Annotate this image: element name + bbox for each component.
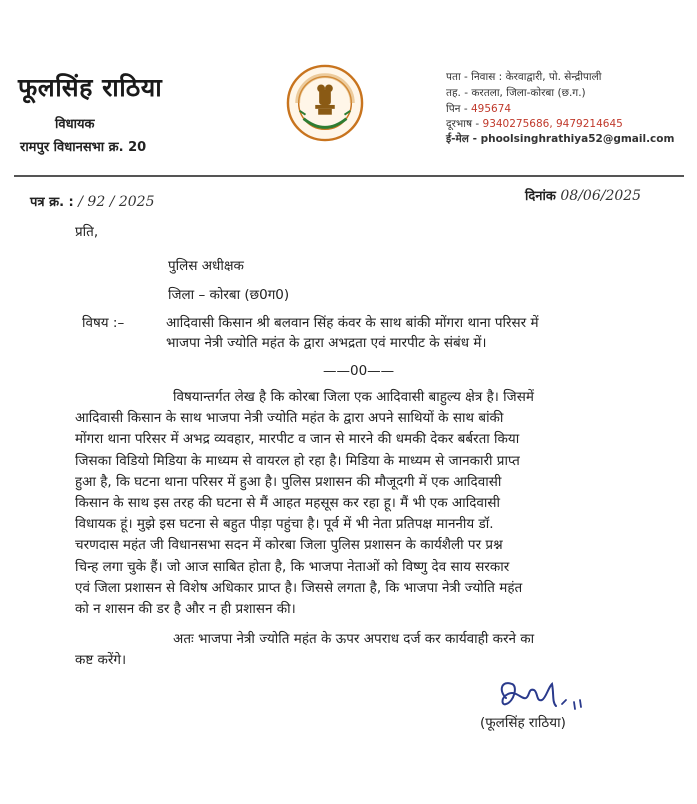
body-line: हुआ है, कि घटना थाना परिसर में हुआ है। पुलिस प्रशासन की मौजूदगी में एक आदिवासी	[75, 473, 502, 490]
mla-name: फूलसिंह राठिया	[18, 73, 163, 102]
address-email: ई-मेल - phoolsinghrathiya52@gmail.com	[446, 133, 675, 145]
body-line: विधायक हूं। मुझे इस घटना से बहुत पीड़ा पहुंचा है। पूर्व में भी नेता प्रतिपक्ष माननीय डॉ.	[75, 516, 494, 533]
body-line: किसान के साथ इस तरह की घटना से मैं आहत महसूस कर रहा हू। मैं भी एक आदिवासी	[75, 495, 501, 512]
separator: ——00——	[323, 363, 395, 379]
address-phone: दूरभाष - 9340275686, 9479214645	[446, 118, 623, 130]
subject-line-2: भाजपा नेत्री ज्योति महंत के द्वारा अभद्रता एवं मारपीट के संबंध में।	[166, 335, 487, 351]
body-line: चिन्ह लगा चुके हैं। जो आज साबित होता है, कि भाजपा नेताओं को विष्णु देव साय सरकार	[75, 558, 510, 575]
closing-line: कष्ट करेंगे।	[75, 652, 127, 669]
designation: विधायक	[55, 117, 95, 132]
body-line: मोंगरा थाना परिसर में अभद्र व्यवहार, मारपीट व जान से मारने की धमकी देकर बर्बरता किया	[75, 431, 520, 448]
address-pin: पिन - 495674	[446, 103, 512, 115]
to-label: प्रति,	[75, 224, 99, 240]
handwritten-signature	[492, 676, 592, 716]
letter-body	[75, 387, 625, 620]
assembly-seal-icon	[286, 64, 364, 142]
subject-label: विषय :–	[82, 315, 125, 331]
address-tehsil: तह. - करतला, जिला-कोरबा (छ.ग.)	[446, 87, 586, 99]
closing-line: अतः भाजपा नेत्री ज्योति महंत के ऊपर अपराध दर्ज कर कार्यवाही करने का	[173, 631, 535, 647]
letter-date: दिनांक 08/06/2025	[525, 188, 642, 204]
header-divider	[14, 175, 684, 177]
recipient-line-1: पुलिस अधीक्षक	[168, 258, 244, 274]
letter-number: पत्र क्र. : / 92 / 2025	[30, 194, 155, 210]
body-line: आदिवासी किसान के साथ भाजपा नेत्री ज्योति महंत के द्वारा अपने साथियों के साथ बांकी	[75, 410, 504, 427]
body-line: जिसका विडियो मिडिया के माध्यम से वायरल हो रहा है। मिडिया के माध्यम से जानकारी प्राप्त	[75, 452, 520, 469]
signatory-name: (फूलसिंह राठिया)	[480, 715, 566, 731]
body-line: को न शासन की डर है और न ही प्रशासन की।	[75, 601, 296, 618]
closing-paragraph	[75, 629, 625, 671]
address-residence: पता - निवास : केरवाद्वारी, पो. सेन्द्रीपाली	[446, 71, 602, 83]
subject-line-1: आदिवासी किसान श्री बलवान सिंह कंवर के साथ बांकी मोंगरा थाना परिसर में	[166, 315, 539, 331]
constituency: रामपुर विधानसभा क्र. 20	[20, 140, 147, 155]
recipient-line-2: जिला – कोरबा (छ0ग0)	[168, 287, 290, 303]
body-line: विषयान्तर्गत लेख है कि कोरबा जिला एक आदिवासी बाहुल्य क्षेत्र है। जिसमें	[173, 389, 534, 405]
body-line: एवं जिला प्रशासन से विशेष अधिकार प्राप्त है। जिससे लगता है, कि भाजपा नेत्री ज्योति महंत	[75, 579, 523, 596]
body-line: चरणदास महंत जी विधानसभा सदन में कोरबा जिला पुलिस प्रशासन के कार्यशैली पर प्रश्न	[75, 537, 503, 554]
